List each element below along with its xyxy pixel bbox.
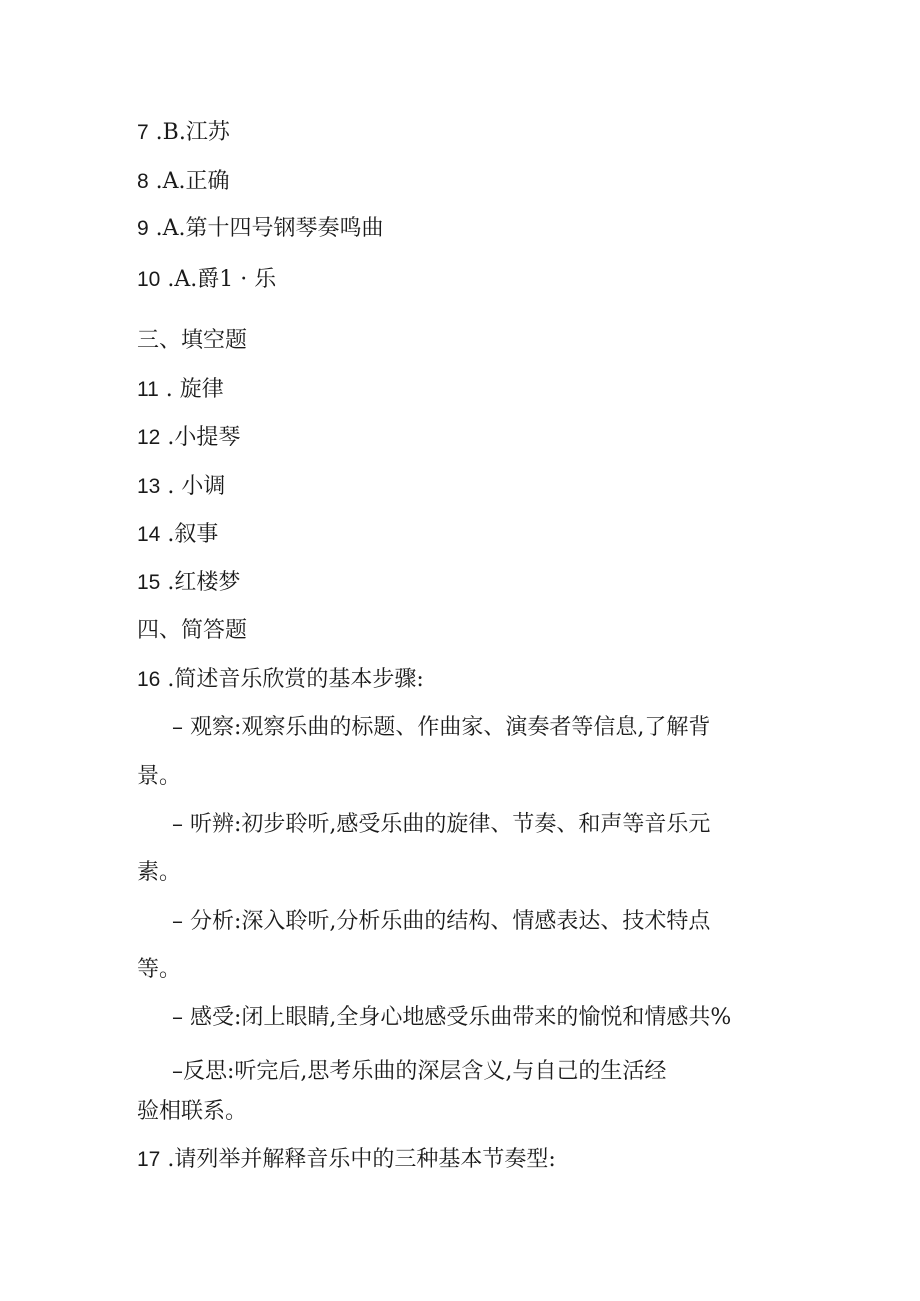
section-heading-fill-in: 三、填空题 — [137, 328, 248, 353]
answer-text: .A.正确 — [148, 169, 230, 194]
answer-number: 8 — [137, 170, 149, 193]
step-reflect-line2: 验相联系。 — [137, 1099, 248, 1124]
answer-number: 12 — [137, 426, 161, 449]
step-listen-line1: – 听辨:初步聆听,感受乐曲的旋律、节奏、和声等音乐元 — [172, 812, 711, 837]
answer-text: .A.第十四号钢琴奏鸣曲 — [148, 216, 384, 241]
question-number: 16 — [137, 668, 161, 691]
answer-number: 10 — [137, 268, 161, 291]
answer-13 — [137, 472, 225, 502]
answer-text: . 旋律 — [158, 377, 224, 402]
question-text: .简述音乐欣赏的基本步骤: — [160, 667, 424, 692]
step-analyze-line2: 等。 — [137, 957, 182, 982]
answer-11 — [137, 375, 224, 405]
answer-text: .叙事 — [160, 522, 219, 547]
answer-12 — [137, 423, 240, 453]
section-heading-short-answer: 四、简答题 — [137, 618, 248, 643]
answer-text: .B.江苏 — [148, 120, 230, 145]
step-reflect-line1: –反思:听完后,思考乐曲的深层含义,与自己的生活经 — [172, 1059, 667, 1084]
answer-number: 9 — [137, 217, 149, 240]
answer-text: . 小调 — [160, 474, 226, 499]
question-text: .请列举并解释音乐中的三种基本节奏型: — [160, 1147, 556, 1172]
step-analyze-line1: – 分析:深入聆听,分析乐曲的结构、情感表达、技术特点 — [172, 909, 711, 934]
answer-number: 11 — [137, 378, 159, 401]
answer-number: 7 — [137, 121, 149, 144]
answer-9 — [137, 214, 384, 244]
question-16 — [137, 665, 424, 695]
step-observe-line2: 景。 — [137, 764, 182, 789]
answer-8 — [137, 167, 230, 197]
answer-text: .红楼梦 — [160, 570, 241, 595]
question-17 — [137, 1145, 556, 1175]
answer-15 — [137, 568, 240, 598]
step-listen-line2: 素。 — [137, 860, 182, 885]
answer-7 — [137, 118, 230, 148]
answer-text: .小提琴 — [160, 425, 241, 450]
step-observe-line1: – 观察:观察乐曲的标题、作曲家、演奏者等信息,了解背 — [172, 715, 711, 740]
answer-number: 14 — [137, 523, 161, 546]
question-number: 17 — [137, 1148, 161, 1171]
answer-number: 15 — [137, 571, 161, 594]
answer-14 — [137, 520, 218, 550]
answer-number: 13 — [137, 475, 161, 498]
step-feel-line1: – 感受:闭上眼睛,全身心地感受乐曲带来的愉悦和情感共% — [172, 1005, 732, 1030]
answer-10 — [137, 265, 276, 295]
answer-text: .A.爵1 · 乐 — [160, 267, 277, 292]
